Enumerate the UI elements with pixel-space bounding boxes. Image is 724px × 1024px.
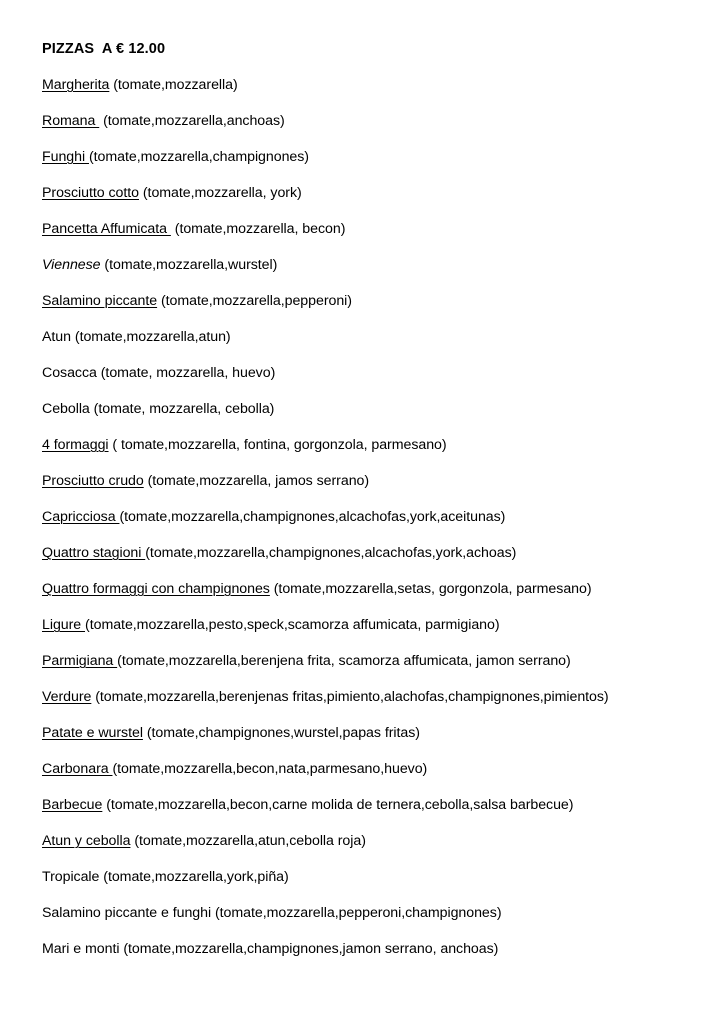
menu-item [42,940,706,959]
menu-item [42,472,706,491]
pizza-ingredients: (tomate,mozzarella,york,piña) [99,869,289,885]
menu-item [42,544,706,563]
menu-heading: PIZZAS A € 12.00 [42,41,166,57]
pizza-ingredients: (tomate,mozzarella,berenjena frita, scamorza affumicata, jamon serrano) [117,653,571,669]
pizza-ingredients: (tomate, mozzarella, huevo) [96,365,276,381]
pizza-ingredients: (tomate, mozzarella, cebolla) [89,401,275,417]
pizza-name: Funghi [42,149,89,165]
pizza-name: Pancetta Affumicata [42,221,171,237]
menu-item [42,616,706,635]
pizza-ingredients: (tomate,mozzarella,setas, gorgonzola, parmesano) [269,581,592,597]
pizza-name: Carbonara [42,761,113,777]
menu-item [42,868,706,887]
pizza-name: Salamino piccante [42,293,158,309]
menu-item [42,148,706,167]
pizza-ingredients: (tomate,mozzarella, jamos serrano) [143,473,370,489]
pizza-ingredients: (tomate,mozzarella,champignones,jamon serrano, anchoas) [119,941,499,957]
pizza-list [42,76,706,959]
menu-item [42,652,706,671]
pizza-name: Mari e monti [42,941,120,957]
pizza-name: Parmigiana [42,653,118,669]
pizza-name: Viennese [42,257,101,273]
pizza-ingredients: (tomate,mozzarella,pepperoni,champignones) [211,905,502,921]
pizza-name: Romana [42,113,100,129]
pizza-name: Salamino piccante e funghi [42,905,212,921]
pizza-name: Quattro stagioni [42,545,146,561]
pizza-name: Tropicale [42,869,100,885]
menu-item [42,436,706,455]
menu-item [42,400,706,419]
pizza-name: Ligure [42,617,86,633]
pizza-name: Prosciutto crudo [42,473,144,489]
pizza-name: Margherita [42,77,110,93]
pizza-ingredients: (tomate,mozzarella,anchoas) [99,113,285,129]
pizza-ingredients: (tomate,mozzarella,berenjenas fritas,pimiento,alachofas,champignones,pimientos) [91,689,609,705]
menu-item [42,256,706,275]
menu-item [42,832,706,851]
menu-item [42,796,706,815]
pizza-ingredients: (tomate,champignones,wurstel,papas fritas) [142,725,420,741]
pizza-ingredients: (tomate,mozzarella,champignones,alcachofas,york,achoas) [145,545,517,561]
menu-item [42,292,706,311]
menu-item [42,724,706,743]
pizza-ingredients: (tomate,mozzarella,becon,nata,parmesano,huevo) [112,761,428,777]
menu-item [42,112,706,131]
pizza-name: Quattro formaggi con champignones [42,581,270,597]
pizza-ingredients: (tomate,mozzarella,wurstel) [100,257,278,273]
pizza-ingredients: (tomate,mozzarella,champignones,alcachofas,york,aceitunas) [119,509,506,525]
pizza-ingredients: (tomate,mozzarella,becon,carne molida de ternera,cebolla,salsa barbecue) [102,797,574,813]
pizza-ingredients: (tomate,mozzarella, becon) [170,221,346,237]
menu-item [42,760,706,779]
pizza-ingredients: (tomate,mozzarella) [109,77,238,93]
pizza-ingredients: (tomate,mozzarella,pesto,speck,scamorza affumicata, parmigiano) [85,617,500,633]
pizza-name: Prosciutto cotto [42,185,139,201]
pizza-ingredients: (tomate,mozzarella,atun,cebolla roja) [130,833,366,849]
pizza-ingredients: (tomate,mozzarella, york) [138,185,302,201]
menu-item [42,220,706,239]
pizza-ingredients: (tomate,mozzarella,champignones) [88,149,309,165]
menu-item [42,364,706,383]
pizza-ingredients: (tomate,mozzarella,pepperoni) [157,293,352,309]
menu-item [42,328,706,347]
menu-content [42,40,706,976]
pizza-ingredients: (tomate,mozzarella,atun) [71,329,231,345]
menu-item [42,184,706,203]
pizza-name: Barbecue [42,797,103,813]
menu-item [42,688,706,707]
pizza-name: Atun y cebolla [42,833,131,849]
pizza-name: Cebolla [42,401,90,417]
pizza-name: 4 formaggi [42,437,109,453]
menu-item [42,580,706,599]
pizza-name: Patate e wurstel [42,725,143,741]
pizza-name: Capricciosa [42,509,120,525]
pizza-name: Atun [42,329,71,345]
pizza-name: Cosacca [42,365,97,381]
menu-item [42,508,706,527]
menu-item [42,904,706,923]
pizza-ingredients: ( tomate,mozzarella, fontina, gorgonzola, parmesano) [108,437,447,453]
menu-item [42,76,706,95]
pizza-name: Verdure [42,689,92,705]
